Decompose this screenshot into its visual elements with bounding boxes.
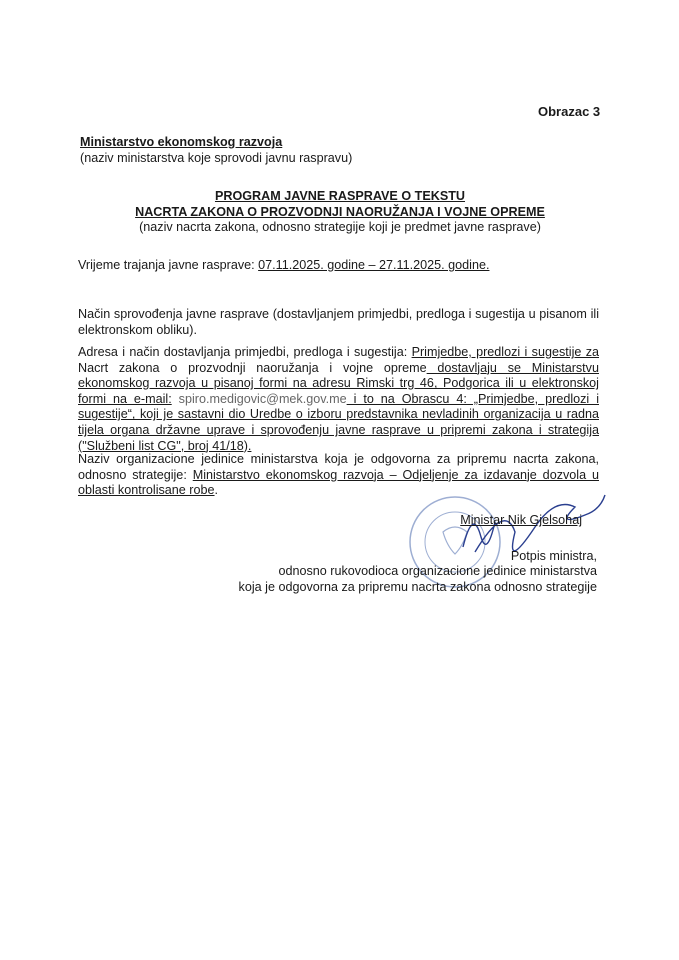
email-link[interactable]: spiro.medigovic@mek.gov.me bbox=[171, 391, 347, 406]
ministry-name: Ministarstvo ekonomskog razvoja bbox=[80, 135, 283, 149]
address-part-2: Nacrt zakona o prozvodnji naoružanja i vojne opreme bbox=[78, 360, 427, 375]
duration-value: 07.11.2025. godine – 27.11.2025. godine. bbox=[258, 258, 490, 272]
unit-value: Ministarstvo ekonomskog razvoja – Odjeljenje za izdavanje dozvola u oblasti kontrolisane robe bbox=[78, 467, 599, 498]
minister-name: Ministar Nik Gjelsohaj bbox=[460, 513, 582, 527]
address-label: Adresa i način dostavljanja primjedbi, predloga i sugestija: bbox=[78, 345, 412, 359]
title-caption: (naziv nacrta zakona, odnosno strategije koji je predmet javne rasprave) bbox=[139, 220, 541, 234]
signature-caption-1: Potpis ministra, bbox=[510, 549, 597, 563]
ministry-caption: (naziv ministarstva koje sprovodi javnu raspravu) bbox=[80, 151, 353, 165]
duration bbox=[78, 258, 599, 274]
form-label: Obrazac 3 bbox=[538, 104, 601, 119]
duration-label: Vrijeme trajanja javne rasprave: bbox=[78, 258, 259, 272]
address-part-1: Primjedbe, predlozi i sugestije za bbox=[411, 345, 599, 359]
signature-caption-2: odnosno rukovodioca organizacione jedinice ministarstva bbox=[278, 564, 597, 578]
document-title bbox=[60, 189, 620, 236]
unit-label: Naziv organizacione jedinice ministarstva koja je odgovorna za pripremu nacrta zakona, odnosno strategije: bbox=[78, 452, 599, 482]
address-paragraph bbox=[78, 345, 599, 454]
title-line-1: PROGRAM JAVNE RASPRAVE O TEKSTU bbox=[214, 189, 466, 203]
address-part-3: dostavljaju se Ministarstvu ekonomskog razvoja u pisanoj formi na adresu Rimski trg 46, Podgorica ili u elektronskoj formi na e-mail: bbox=[78, 360, 599, 406]
address-part-4: i to na Obrascu 4: „Primjedbe, predlozi i sugestije“, koji je sastavni dio Uredbe o izboru predstavnika nevladinih organizacija u radna tijela organa državne uprave i sprovođenju javne rasprave u pripremi zakona i strategija ("Službeni list CG", broj 41/18). bbox=[78, 391, 599, 453]
title-line-2: NACRTA ZAKONA O PROZVODNJI NAORUŽANJA I VOJNE OPREME bbox=[135, 204, 545, 219]
method-text: Način sprovođenja javne rasprave (dostavljanjem primjedbi, predloga i sugestija u pisanom ili elektronskom obliku). bbox=[78, 307, 599, 337]
unit-end: . bbox=[214, 483, 219, 498]
signature-caption-3: koja je odgovorna za pripremu nacrta zakona odnosno strategije bbox=[238, 580, 597, 594]
